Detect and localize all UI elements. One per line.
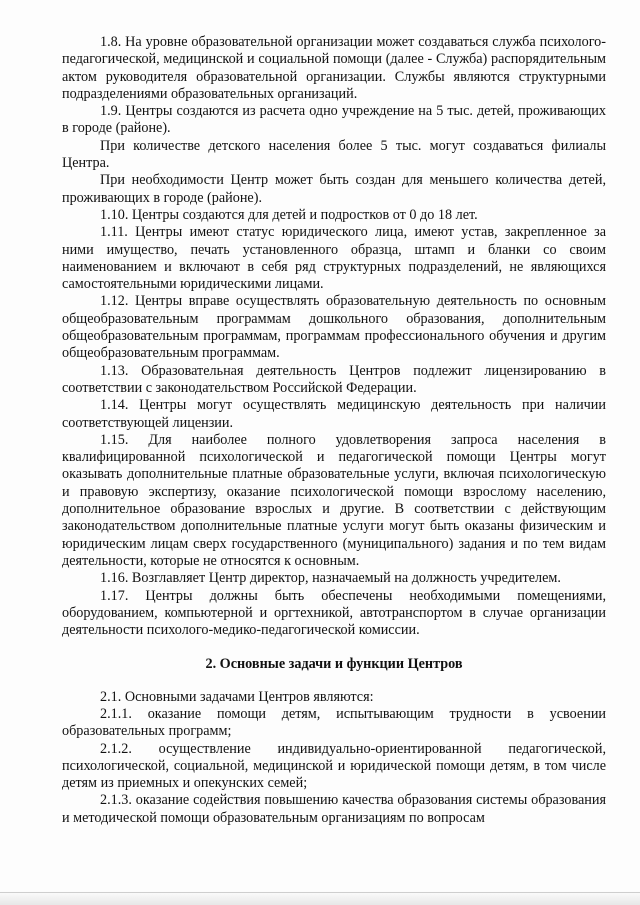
paragraph-1-9: 1.9. Центры создаются из расчета одно учреждение на 5 тыс. детей, проживающих в городе (районе). <box>62 103 606 137</box>
scan-bottom-shadow <box>0 891 640 905</box>
section-heading: 2. Основные задачи и функции Центров <box>205 656 463 673</box>
paragraph-smaller-center: При необходимости Центр может быть создан для меньшего количества детей, проживающих в городе (районе). <box>62 172 606 206</box>
paragraph-1-10: 1.10. Центры создаются для детей и подростков от 0 до 18 лет. <box>100 206 478 223</box>
paragraph-1-11: 1.11. Центры имеют статус юридического лица, имеют устав, закрепленное за ними имущество, печать установленного образца, штамп и бланки со своим наименованием и включают в себя ряд структурных подразделений, не являющихся самостоятельными юридическими лицами. <box>62 224 606 293</box>
paragraph-branches: При количестве детского населения более 5 тыс. могут создаваться филиалы Центра. <box>62 137 606 172</box>
paragraph-1-15: 1.15. Для наиболее полного удовлетворения запроса населения в квалифицированной психологической и педагогической помощи Центры могут оказывать дополнительные платные образовательные услуги, включая психологическую и правовую экспертизу, оказание психологической помощи взрослому населению, дополнительное образование взрослых и другие. В соответствии с действующим законодательством дополнительные платные услуги могут быть оказаны физическим и юридическим лицам сверх государственного (муниципального) задания и по тем видам деятельности, которые не относятся к основным. <box>62 431 606 569</box>
paragraph-1-12: 1.12. Центры вправе осуществлять образовательную деятельность по основным общеобразовательным программам дошкольного образования, дополнительным общеобразовательным программам, программам профессионального обучения и другим общеобразовательным программам. <box>62 293 606 362</box>
paragraph-2-1-3: 2.1.3. оказание содействия повышению качества образования системы образования и методической помощи образовательным организациям по вопросам <box>62 792 606 826</box>
paragraph-2-1-1: 2.1.1. оказание помощи детям, испытывающим трудности в усвоении образовательных программ; <box>62 705 606 740</box>
paragraph-1-16: 1.16. Возглавляет Центр директор, назначаемый на должность учредителем. <box>100 570 561 587</box>
paragraph-1-17: 1.17. Центры должны быть обеспечены необходимыми помещениями, оборудованием, компьютерной и оргтехникой, автотранспортом в случае организации деятельности психолого-медико-педагогической комиссии. <box>62 587 606 639</box>
paragraph-1-13: 1.13. Образовательная деятельность Центров подлежит лицензированию в соответствии с законодательством Российской Федерации. <box>62 362 606 396</box>
paragraph-2-1-2: 2.1.2. осуществление индивидуально-ориентированной педагогической, психологической, социальной, медицинской и юридической помощи детям, в том числе детям из приемных и опекунских семей; <box>62 740 606 792</box>
paragraph-1-14: 1.14. Центры могут осуществлять медицинскую деятельность при наличии соответствующей лицензии. <box>62 397 606 431</box>
paragraph-1-8: 1.8. На уровне образовательной организации может создаваться служба психолого-педагогической, медицинской и социальной помощи (далее - Служба) распорядительным актом руководителя образовательной организации. Службы являются структурными подразделениями образовательных организаций. <box>62 34 606 102</box>
paragraph-2-1: 2.1. Основными задачами Центров являются: <box>100 688 374 705</box>
document-text <box>62 34 606 827</box>
